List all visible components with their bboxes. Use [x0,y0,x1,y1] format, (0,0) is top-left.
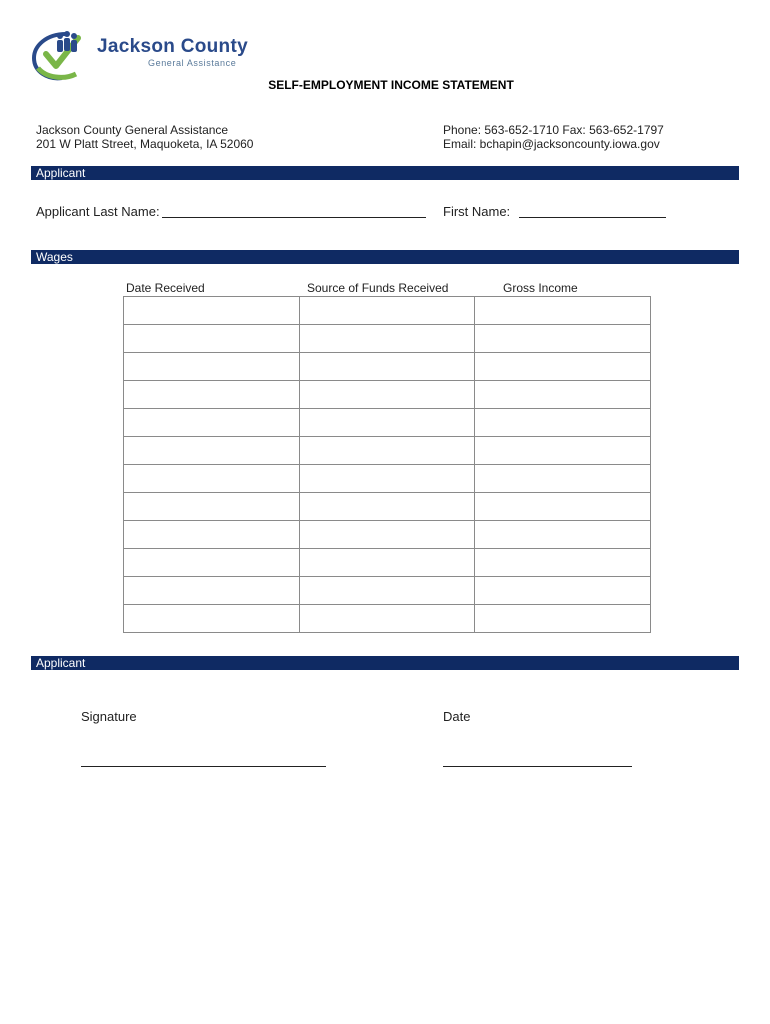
phone-fax: Phone: 563-652-1710 Fax: 563-652-1797 [443,123,664,137]
date-received-cell[interactable] [124,381,300,409]
date-received-cell[interactable] [124,325,300,353]
gross-income-cell[interactable] [475,325,651,353]
signature-label: Signature [81,709,137,724]
date-received-cell[interactable] [124,437,300,465]
date-received-cell[interactable] [124,521,300,549]
gross-income-cell[interactable] [475,549,651,577]
source-of-funds-cell[interactable] [299,437,475,465]
org-address: 201 W Platt Street, Maquoketa, IA 52060 [36,137,254,151]
table-row [124,521,651,549]
org-name: Jackson County General Assistance [36,123,229,137]
table-row [124,353,651,381]
source-of-funds-cell[interactable] [299,549,475,577]
source-of-funds-cell[interactable] [299,521,475,549]
table-row [124,381,651,409]
logo-title: Jackson County [97,36,248,57]
gross-income-cell[interactable] [475,297,651,325]
email: Email: bchapin@jacksoncounty.iowa.gov [443,137,660,151]
table-row [124,437,651,465]
gross-income-cell[interactable] [475,409,651,437]
first-name-field[interactable] [519,217,666,218]
last-name-field[interactable] [162,217,426,218]
column-header-date: Date Received [126,281,205,295]
last-name-label: Applicant Last Name: [36,204,160,219]
table-row [124,493,651,521]
table-row [124,409,651,437]
source-of-funds-cell[interactable] [299,605,475,633]
gross-income-cell[interactable] [475,605,651,633]
source-of-funds-cell[interactable] [299,493,475,521]
table-row [124,297,651,325]
table-row [124,605,651,633]
table-row [124,465,651,493]
applicant-section-bar: Applicant [31,166,739,180]
first-name-label: First Name: [443,204,511,219]
date-field[interactable] [443,766,632,767]
table-row [124,549,651,577]
logo-subtitle: General Assistance [148,58,237,68]
gross-income-cell[interactable] [475,493,651,521]
source-of-funds-cell[interactable] [299,297,475,325]
date-received-cell[interactable] [124,353,300,381]
source-of-funds-cell[interactable] [299,381,475,409]
table-row [124,325,651,353]
date-received-cell[interactable] [124,297,300,325]
gross-income-cell[interactable] [475,353,651,381]
document-title: SELF-EMPLOYMENT INCOME STATEMENT [268,78,514,92]
gross-income-cell[interactable] [475,521,651,549]
signature-section-bar: Applicant [31,656,739,670]
column-header-gross: Gross Income [503,281,578,295]
date-received-cell[interactable] [124,493,300,521]
column-header-source: Source of Funds Received [307,281,449,295]
gross-income-cell[interactable] [475,381,651,409]
source-of-funds-cell[interactable] [299,353,475,381]
wages-section-bar: Wages [31,250,739,264]
gross-income-cell[interactable] [475,437,651,465]
date-received-cell[interactable] [124,465,300,493]
signature-field[interactable] [81,766,326,767]
date-label: Date [443,709,471,724]
date-received-cell[interactable] [124,605,300,633]
date-received-cell[interactable] [124,409,300,437]
source-of-funds-cell[interactable] [299,325,475,353]
source-of-funds-cell[interactable] [299,577,475,605]
gross-income-cell[interactable] [475,465,651,493]
source-of-funds-cell[interactable] [299,409,475,437]
table-row [124,577,651,605]
date-received-cell[interactable] [124,577,300,605]
gross-income-cell[interactable] [475,577,651,605]
source-of-funds-cell[interactable] [299,465,475,493]
date-received-cell[interactable] [124,549,300,577]
wages-table [123,296,651,633]
